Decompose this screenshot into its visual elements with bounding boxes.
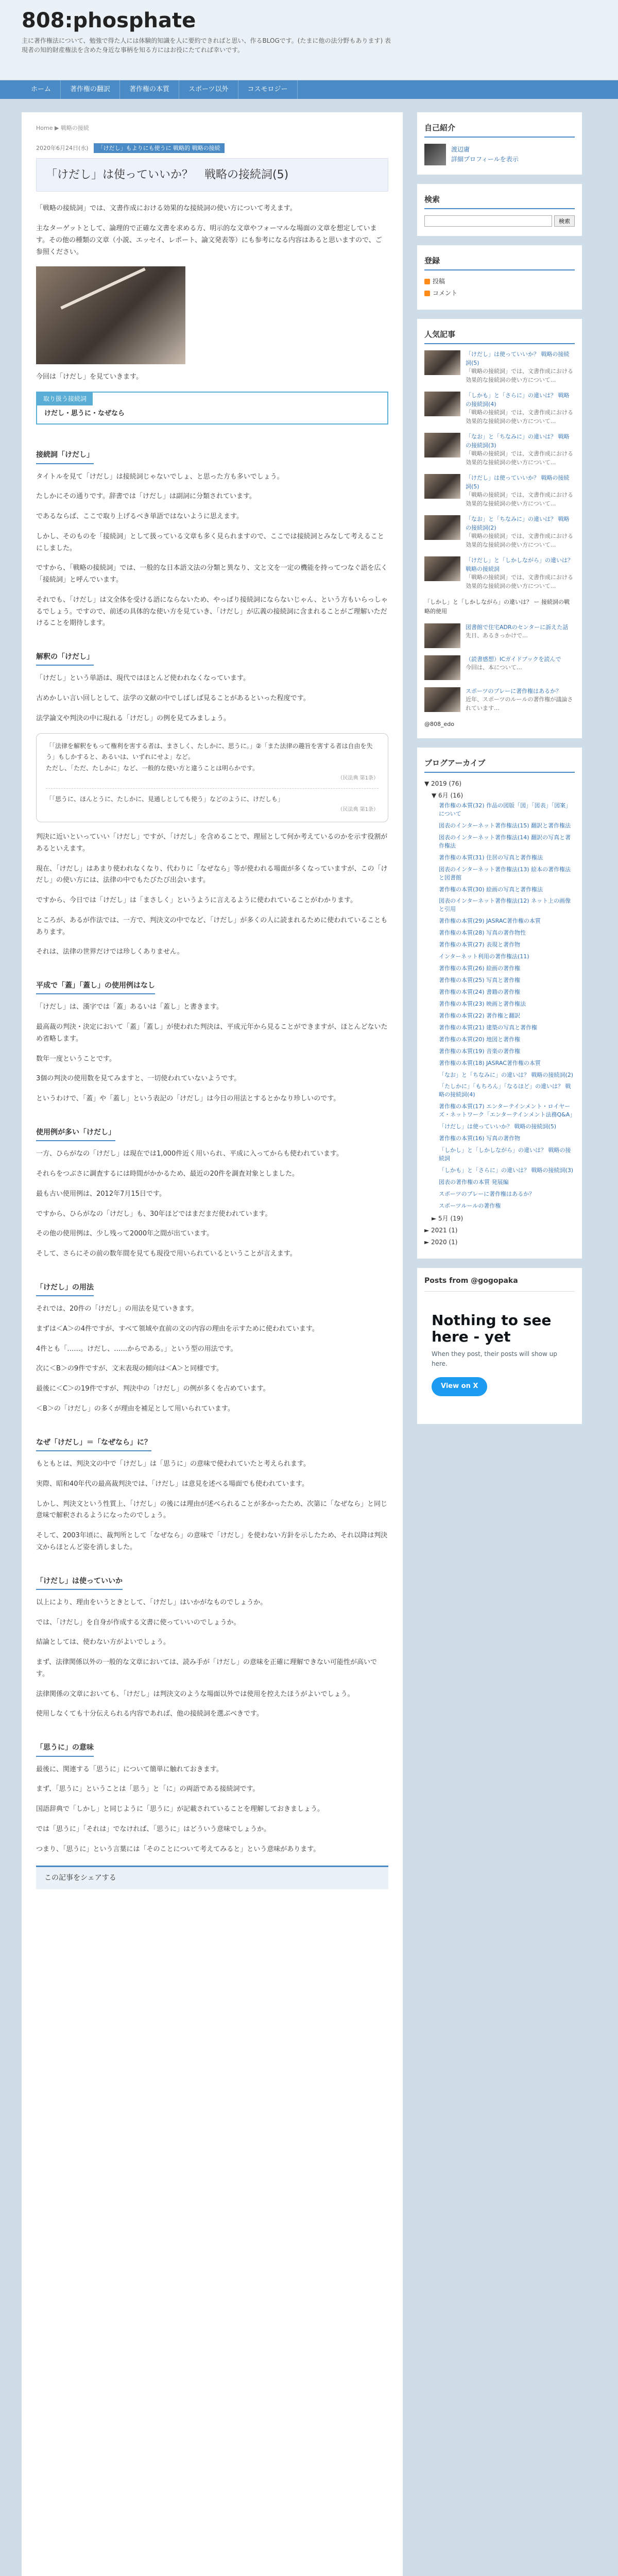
twitter-empty-text: When they post, their posts will show up here. (432, 1350, 557, 1368)
main-column (22, 112, 403, 2576)
popular-widget (417, 319, 582, 738)
post-title: 「けだし」は使っていいか？ 戦略の接続詞(5) (36, 158, 388, 192)
popular-item-desc: 「戦略の接続詞」では、文書作成における効果的な接続詞の使い方について... (466, 574, 573, 589)
section-paragraph: 4件とも「……。けだし、……からである。」という型の用法です。 (36, 1345, 237, 1353)
subscribe-title: 登録 (424, 255, 575, 270)
rss-icon (424, 279, 430, 284)
popular-item[interactable] (424, 623, 575, 648)
section-paragraph: 古めかしい言い回しとして、法学の文献の中でしばしば見ることがあるといった程度です。 (36, 694, 310, 703)
site-description: 主に著作権法について、勉強で得た人には体験的知識を人に要約できればと思い、作るBLOGです。(たまに他の法分野もあります) 表現者の知的財産権法を含めた身近な事柄を知る方にはお役にたてれば幸いです。 (22, 37, 391, 54)
archive-post-link[interactable]: 図表のインターネット著作権法(13) 絵本の著作権法と図書館 (439, 866, 571, 881)
popular-thumbnail[interactable] (424, 392, 460, 416)
intro-paragraph: 主なターゲットとして、論理的で正確な文書を求める方、明示的な文章やフォーマルな場面の文章を想定しています。その他の種類の文章（小説、エッセイ、レポート、論文発表等）にも参考になる内容はあると思いますので、ご参照ください。 (36, 225, 382, 256)
archive-post-link[interactable]: 著作権の本質(32) 作品の図版「図」「図表」「図案」について (439, 802, 572, 817)
archive-post-link[interactable]: 著作権の本質(19) 音楽の著作権 (439, 1047, 521, 1055)
popular-item-title[interactable]: 「なお」と「ちなみに」の違いは？ 戦略の接続詞(3) (466, 433, 570, 449)
today-text: 今回は「けだし」を見ていきます。 (36, 373, 143, 381)
subscribe-posts-label: 投稿 (433, 278, 445, 285)
section-heading: 解釈の「けだし」 (36, 651, 94, 666)
section-paragraph: 現在、「けだし」はあまり使われなくなり、代わりに「なぜなら」等が使われる場面が多くなっていますが、この「けだし」の使い方には、法律の中でもたびたび出会います。 (36, 865, 388, 885)
section-paragraph: 最も古い使用例は、2012年7月15日です。 (36, 1190, 166, 1198)
section-heading: 「けだし」の用法 (36, 1282, 94, 1296)
popular-item-desc: 「戦略の接続詞」では、文書作成における効果的な接続詞の使い方について... (466, 368, 573, 383)
popular-item-title[interactable]: （読書感想）ICガイドブックを読んで (466, 655, 561, 663)
archive-post-link[interactable]: 著作権の本質(27) 表現と著作物 (439, 941, 521, 948)
section-paragraph: もともとは、判決文の中で「けだし」は「思うに」の意味で使われていたと考えられます。 (36, 1460, 310, 1468)
popular-text (466, 623, 568, 648)
section-paragraph: 数年一度ということです。 (36, 1055, 116, 1063)
archive-post-link[interactable]: 著作権の本質(26) 絵画の著作権 (439, 965, 521, 972)
search-widget (417, 184, 582, 236)
section-paragraph: 判決に近いといっていい「けだし」ですが、「けだし」を含めることで、理屈として何か考えているのかを示す役割があるといえます。 (36, 833, 388, 853)
archive-post-link[interactable]: 「しかし」と「しかしながら」の違いは？ 戦略の接続詞 (439, 1147, 571, 1162)
section-paragraph: 実際、昭和40年代の最高裁判決では、「けだし」は意見を述べる場面でも使われています。 (36, 1480, 309, 1488)
nav-item-cosmology[interactable]: コスモロジー (238, 80, 298, 99)
archive-post-link[interactable]: 図表のインターネット著作権法(15) 翻訳と著作権法 (439, 822, 571, 829)
view-on-x-button[interactable]: View on X (432, 1377, 487, 1396)
post-image (36, 266, 185, 364)
section-paragraph: つまり、「思うに」という言葉には「そのことについて考えてみると」という意味があります。 (36, 1845, 320, 1853)
global-nav (0, 80, 618, 99)
section-paragraph: 3個の判決の使用数を見てみますと、一切使われていないようです。 (36, 1075, 241, 1083)
section-paragraph: それでも、「けだし」は文全体を受ける語にならないため、やっぱり接続詞にならないじゃん、という方もいらっしゃるでしょう。ですので、前述の具体的な使い方を見ていき、「けだし」が広義の接続詞に含まれることがご理解いただけることを期待します。 (36, 596, 388, 628)
popular-thumbnail[interactable] (424, 556, 460, 581)
popular-thumbnail[interactable] (424, 623, 460, 648)
section-paragraph: ＜B＞の「けだし」の多くが理由を補足として用いられています。 (36, 1404, 234, 1413)
section-paragraph: そして、2003年頃に、裁判所として「なぜなら」の意味で「けだし」を使わない方針を示したため、それ以降は判決文からほとんど姿を消しました。 (36, 1532, 388, 1551)
subscribe-posts[interactable] (424, 277, 575, 286)
section-paragraph: 使用しなくても十分伝えられる内容であれば、他の接続詞を選ぶべきです。 (36, 1710, 263, 1718)
archive-post-link[interactable]: 著作権の本質(24) 書籍の著作権 (439, 988, 521, 995)
twitter-widget (417, 1268, 582, 1424)
archive-post-link[interactable]: 「なお」と「ちなみに」の違いは？ 戦略の接続詞(2) (439, 1071, 574, 1078)
archive-year[interactable]: ► 2021 (1) (424, 1226, 458, 1234)
popular-extra-list (424, 623, 575, 713)
section-paragraph: 最後に＜C＞の19件ですが、判決中の「けだし」の例が多くを占めています。 (36, 1385, 270, 1393)
section-paragraph: しかし、そのものを「接続詞」として扱っている文章も多く見られますので、ここでは接続詞とみなして考えることにしました。 (36, 532, 384, 552)
archive-month[interactable]: ► 5月 (19) (432, 1214, 464, 1222)
post-sections (36, 436, 388, 1855)
site-title[interactable]: 808:phosphate (22, 9, 196, 32)
popular-title: 人気記事 (424, 328, 575, 344)
post-date: 2020年6月24日(水) (36, 144, 89, 151)
quote-line: 「「思うに、ほんとうに、たしかに、見通しとしても使う」などのように、けだしも」 (46, 795, 284, 803)
archive-post-link[interactable]: 「たしかに」「もちろん」「なるほど」の違いは？ 戦略の接続詞(4) (439, 1083, 571, 1098)
profile-title: 自己紹介 (424, 122, 575, 138)
popular-item-title[interactable]: 「なお」と「ちなみに」の違いは？ 戦略の接続詞(2) (466, 516, 570, 531)
search-input[interactable] (424, 215, 552, 227)
section-paragraph: 法学論文や判決の中に現れる「けだし」の例を見てみましょう。 (36, 714, 231, 722)
toc-title: 取り扱う接続詞 (37, 393, 93, 405)
archive-post-link[interactable]: 著作権の本質(17) エンターテインメント・ロイヤーズ・ネットワーク「エンターテインメント法務Q&A」 (439, 1103, 576, 1118)
section-heading: 接続詞「けだし」 (36, 449, 94, 464)
quote-box (36, 733, 388, 822)
section-paragraph: では、「けだし」を自身が作成する文書に使っていいのでしょうか。 (36, 1618, 241, 1626)
section-paragraph: 最後に、関連する「思うに」について簡単に触れておきます。 (36, 1765, 223, 1773)
section-paragraph: まず、法律関係以外の一般的な文章においては、読み手が「けだし」の意味を正確に理解できない可能性が高いです。 (36, 1658, 377, 1678)
popular-item[interactable] (424, 556, 575, 590)
twitter-empty-heading: Nothing to see here - yet (432, 1311, 552, 1345)
archive-title: ブログアーカイブ (424, 757, 575, 773)
popular-item[interactable] (424, 655, 575, 680)
search-form (424, 215, 575, 227)
section-heading: 「思うに」の意味 (36, 1742, 94, 1756)
section-paragraph: ですから、ひらがなの「けだし」も、30年ほどではまだまだ使われています。 (36, 1210, 272, 1218)
section-paragraph: 「けだし」は、漢字では「蓋」あるいは「蓋し」と書きます。 (36, 1003, 223, 1011)
popular-text (466, 392, 575, 426)
quote-source: （民法典 第1条） (337, 807, 379, 813)
site-header (0, 0, 618, 80)
popular-item[interactable] (424, 392, 575, 426)
popular-thumbnail[interactable] (424, 655, 460, 680)
popular-item[interactable] (424, 687, 575, 713)
nav-item-sports[interactable]: スポーツ以外 (179, 80, 238, 99)
archive-post-link[interactable]: スポーツのプレーに著作権はあるか？ (439, 1190, 535, 1197)
archive-post-link[interactable]: 著作権の本質(20) 地図と著作権 (439, 1036, 521, 1043)
archive-post-link[interactable]: 図表の著作権の本質 発展編 (439, 1178, 509, 1185)
profile-link[interactable]: 詳細プロフィールを表示 (451, 156, 519, 163)
popular-note[interactable]: 「しかし」と「しかしながら」の違いは？ ー 接続詞の戦略的使用 (424, 599, 570, 615)
section-paragraph: しかし、判決文という性質上、「けだし」の後には理由が述べられることが多かったため、次第に「なぜなら」と同じ意味で解釈されるようになったのでしょう。 (36, 1500, 387, 1520)
search-button[interactable]: 検索 (554, 215, 575, 227)
twitter-empty (424, 1292, 575, 1417)
nav-item-home[interactable]: ホーム (22, 80, 61, 99)
section-paragraph: 結論としては、使わない方がよいでしょう。 (36, 1638, 170, 1647)
popular-item[interactable] (424, 433, 575, 467)
popular-item-desc: 「戦略の接続詞」では、文書作成における効果的な接続詞の使い方について... (466, 409, 573, 425)
sidebar (417, 112, 582, 2576)
popular-item-desc: 近年、スポーツのルールの著作権が議論されています… (466, 696, 573, 711)
twitter-title: Posts from @gogopaka (424, 1275, 575, 1291)
popular-item-title[interactable]: 「けだし」は使っていいか？ 戦略の接続詞(5) (466, 474, 570, 490)
nav-item-translation[interactable]: 著作権の翻訳 (61, 80, 120, 99)
popular-text (466, 433, 575, 467)
share-box: この記事をシェアする (36, 1866, 388, 1889)
section-paragraph: それらをつぶさに調査するには時間がかかるため、最近の20件を調査対象としました。 (36, 1170, 299, 1178)
popular-thumbnail[interactable] (424, 474, 460, 499)
archive-post-link[interactable]: 著作権の本質(18) JASRAC著作権の本質 (439, 1059, 541, 1066)
quote-source: （民法典 第1条） (337, 775, 379, 782)
popular-item-title[interactable]: 図書館で住宅ADRのセンターに訴えた話 (466, 623, 569, 631)
archive-post-link[interactable]: 著作権の本質(30) 絵画の写真と著作権法 (439, 886, 543, 893)
popular-item-desc: 「戦略の接続詞」では、文書作成における効果的な接続詞の使い方について... (466, 450, 573, 466)
section-heading: 使用例が多い「けだし」 (36, 1127, 115, 1141)
popular-item-desc: 今回は、本について… (466, 664, 522, 671)
section-paragraph: まずは＜A＞の4件ですが、すべて領域や直前の文の内容の理由を示すために使われています。 (36, 1325, 319, 1333)
twitter-handle[interactable]: @808_edo (424, 721, 454, 728)
subscribe-widget (417, 245, 582, 310)
popular-item-title[interactable]: 「けだし」は使っていいか？ 戦略の接続詞(5) (466, 351, 570, 366)
section-paragraph: そして、さらにその前の数年間を見ても現役で用いられているということが言えます。 (36, 1250, 297, 1258)
subscribe-comments[interactable] (424, 289, 575, 298)
quote-divider (46, 788, 379, 789)
archive-post-link[interactable]: 著作権の本質(28) 写真の著作物性 (439, 929, 526, 937)
popular-thumbnail[interactable] (424, 433, 460, 457)
popular-thumbnail[interactable] (424, 515, 460, 540)
archive-post-link[interactable]: 図表のインターネット著作権法(12) ネット上の画像と引用 (439, 897, 571, 913)
popular-item-title[interactable]: 「けだし」と「しかしながら」の違いは？ 戦略の接続詞 (466, 557, 573, 572)
quote-line: 「「法律を解釈をもって権利を害する者は、まさしく、たしかに、思うに。」②「また法律の趣旨を害する者は自由を失う」もしかすると、あるいは、いずれにせよ」など。 (46, 742, 373, 761)
section-heading: 平成で「蓋」「蓋し」の使用例はなし (36, 980, 155, 994)
section-paragraph: ところが、あるが作法では、一方で、判決文の中でなど、「けだし」が多くの人に読まれるために使われていることもあります。 (36, 916, 388, 936)
popular-item-title[interactable]: スポーツのプレーに著作権はあるか？ (466, 687, 562, 694)
section-paragraph: ですから、「戦略の接続詞」では、一般的な日本語文法の分類と異なり、文と文を一定の機能を持ってつなぐ語を広く「接続詞」と呼んでいます。 (36, 564, 388, 584)
archive-post-link[interactable]: 著作権の本質(23) 映画と著作権法 (439, 1000, 526, 1007)
section-paragraph: 国語辞典で「しかし」と同じように「思うに」が記載されていることを理解しておきましょう。 (36, 1805, 324, 1814)
archive-post-list (424, 802, 575, 1210)
archive-post-link[interactable]: スポーツルールの著作権 (439, 1202, 501, 1209)
popular-thumbnail[interactable] (424, 350, 460, 375)
popular-item-desc: 「戦略の接続詞」では、文書作成における効果的な接続詞の使い方について... (466, 533, 573, 548)
archive-post-link[interactable]: 著作権の本質(25) 写真と著作権 (439, 977, 521, 984)
archive-widget (417, 748, 582, 1259)
section-paragraph: それは、法律の世界だけでは珍しくありません。 (36, 948, 184, 956)
popular-text (466, 687, 575, 713)
section-paragraph: まず、「思うに」ということは「思う」と「に」の両語である接続詞です。 (36, 1785, 260, 1793)
archive-post-link[interactable]: 著作権の本質(22) 著作権と翻訳 (439, 1012, 521, 1019)
section-paragraph: ですから、今日では「けだし」は「まさしく」というように言えるように使われていることがわかります。 (36, 896, 357, 905)
archive-post-link[interactable]: 「けだし」は使っていいか？ 戦略の接続詞(5) (439, 1123, 557, 1130)
archive-post-link[interactable]: 著作権の本質(16) 写真の著作物 (439, 1135, 521, 1142)
toc-item: けだし・思うに・なぜなら (44, 410, 125, 418)
section-paragraph: では「思うに」「それは」でなければ、「思うに」はどういう意味でしょうか。 (36, 1825, 271, 1833)
section-paragraph: たしかにその通りです。辞書では「けだし」は副詞に分類されています。 (36, 493, 256, 501)
subscribe-comments-label: コメント (433, 290, 458, 297)
quote-line: ただし、「ただ、たしかに」など、一般的な使い方と違うことは明らかです。 (46, 764, 259, 772)
rss-icon (424, 291, 430, 296)
section-heading: 「けだし」は使っていいか (36, 1575, 123, 1590)
popular-text (466, 515, 575, 549)
avatar[interactable] (424, 144, 446, 165)
popular-item-title[interactable]: 「しかも」と「さらに」の違いは？ 戦略の接続詞(4) (466, 392, 570, 408)
section-paragraph: というわけで、「蓋」や「蓋し」という表記の「けだし」は今日の用法とするとかなり珍しいのです。 (36, 1095, 340, 1103)
profile-widget (417, 112, 582, 175)
popular-list (424, 350, 575, 590)
archive-month[interactable]: ▼ 6月 (16) (432, 791, 464, 799)
profile-name[interactable]: 渡辺庸 (451, 145, 470, 153)
post-body (36, 203, 388, 1889)
post-meta (36, 143, 388, 154)
section-paragraph: その他の使用例は、少し残って2000年之間が出ています。 (36, 1230, 214, 1238)
section-paragraph: 一方、ひらがなの「けだし」は現在では1,000件近く用いられ、平成に入ってからも使われています。 (36, 1150, 343, 1158)
archive-post-link[interactable]: 著作権の本質(21) 建築の写真と著作権 (439, 1024, 538, 1031)
section-paragraph: それでは、20件の「けだし」の用法を見ていきます。 (36, 1305, 198, 1313)
popular-text (466, 474, 575, 508)
popular-item[interactable] (424, 515, 575, 549)
archive-post-link[interactable]: 「しかも」と「さらに」の違いは？ 戦略の接続詞(3) (439, 1166, 574, 1174)
section-paragraph: 「けだし」という単語は、現代ではほとんど使われなくなっています。 (36, 674, 250, 683)
content-wrap (0, 99, 618, 2576)
section-paragraph: 以上により、理由をいうときとして、「けだし」はいかがなものでしょうか。 (36, 1598, 267, 1606)
nav-item-essence[interactable]: 著作権の本質 (120, 80, 179, 99)
archive-post-link[interactable]: 著作権の本質(29) JASRAC著作権の本質 (439, 918, 541, 925)
section-paragraph: タイトルを見て「けだし」は接続詞じゃないでしょ、と思った方も多いでしょう。 (36, 472, 284, 481)
popular-text (466, 655, 561, 680)
popular-item-desc: 先日、あるきっかけで… (466, 632, 528, 639)
search-title: 検索 (424, 193, 575, 209)
archive-post-link[interactable]: 著作権の本質(31) 住居の写真と著作権法 (439, 854, 543, 861)
toc-box (36, 392, 388, 425)
profile (424, 144, 575, 165)
breadcrumb[interactable]: Home ▶ 戦略の接続 (36, 125, 89, 131)
archive-year[interactable]: ► 2020 (1) (424, 1239, 458, 1246)
popular-item[interactable] (424, 474, 575, 508)
section-heading: なぜ「けだし」＝「なぜなら」に？ (36, 1437, 151, 1451)
intro-paragraph: 「戦略の接続詞」では、文書作成における効果的な接続詞の使い方について考えます。 (36, 205, 297, 213)
archive-year[interactable]: ▼ 2019 (76) (424, 779, 462, 787)
popular-text (466, 350, 575, 384)
archive-post-link[interactable]: インターネット利用の著作権法(11) (439, 953, 529, 960)
popular-thumbnail[interactable] (424, 687, 460, 712)
section-paragraph: 法律関係の文章においても、「けだし」は判決文のような場面以外では使用を控えたほうがよいでしょう。 (36, 1690, 354, 1698)
popular-item[interactable] (424, 350, 575, 384)
popular-item-desc: 「戦略の接続詞」では、文書作成における効果的な接続詞の使い方について... (466, 492, 573, 507)
archive-post-link[interactable]: 図表のインターネット著作権法(14) 翻訳の写真と著作権法 (439, 834, 571, 849)
category-badge[interactable]: 「けだし」もよりにも使うに 戦略的 戦略の接続 (94, 143, 225, 154)
popular-text (466, 556, 575, 590)
section-paragraph: 最高裁の判決・決定において「蓋」「蓋し」が使われた判決は、平成元年から見ることができますが、ほとんどないため省略します。 (36, 1023, 388, 1043)
section-paragraph: 次に＜B＞の9件ですが、文末表現の傾向は＜A＞と同様です。 (36, 1365, 224, 1373)
section-paragraph: であるならば、ここで取り上げるべき単語ではないように思えます。 (36, 513, 243, 520)
